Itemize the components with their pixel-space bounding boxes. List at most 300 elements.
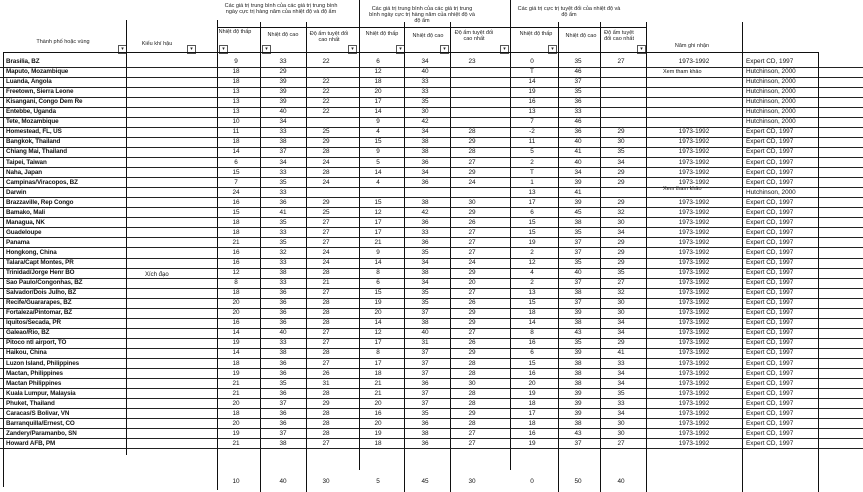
value-cell[interactable]: 2 (530, 248, 534, 256)
value-cell[interactable]: 21 (232, 389, 240, 397)
value-cell[interactable]: 15 (528, 228, 536, 236)
value-cell[interactable]: 34 (617, 379, 625, 387)
value-cell[interactable]: 18 (232, 218, 240, 226)
value-cell[interactable]: 28 (322, 419, 330, 427)
value-cell[interactable]: 12 (374, 68, 382, 76)
value-cell[interactable]: 22 (322, 58, 330, 65)
value-cell[interactable]: 37 (574, 439, 582, 447)
year-cell[interactable] (662, 77, 726, 87)
value-cell[interactable]: 27 (322, 289, 330, 297)
value-cell[interactable]: 12 (374, 208, 382, 216)
city-cell[interactable]: Brazzaville, Rep Congo (6, 198, 74, 206)
filter-tmin3-button[interactable]: ▾ (548, 45, 557, 54)
value-cell[interactable]: 34 (574, 168, 582, 176)
year-cell[interactable]: 1973-1992 (678, 439, 710, 447)
value-cell[interactable]: 42 (421, 118, 429, 126)
value-cell[interactable]: 11 (528, 138, 536, 146)
value-cell[interactable] (458, 67, 486, 77)
value-cell[interactable]: 35 (574, 228, 582, 236)
value-cell[interactable]: 36 (421, 178, 429, 186)
value-cell[interactable]: 38 (574, 218, 582, 226)
city-cell[interactable]: Howard AFB, PM (6, 439, 56, 447)
value-cell[interactable]: 20 (374, 88, 382, 96)
city-cell[interactable]: Zandery/Paramanbo, SN (6, 429, 77, 437)
city-cell[interactable]: Iquitos/Secada, PR (6, 319, 61, 327)
value-cell[interactable]: 19 (232, 369, 240, 377)
value-cell[interactable]: 33 (421, 228, 429, 236)
value-cell[interactable]: 29 (617, 168, 625, 176)
value-cell[interactable]: 33 (279, 279, 287, 287)
value-cell[interactable]: 24 (232, 188, 240, 196)
footer-value-cell[interactable]: 0 (530, 478, 534, 485)
value-cell[interactable]: 34 (421, 279, 429, 287)
value-cell[interactable]: 38 (574, 319, 582, 327)
year-cell[interactable]: 1973-1992 (678, 228, 710, 236)
value-cell[interactable]: 18 (528, 399, 536, 407)
year-cell[interactable]: 1973-1992 (678, 419, 710, 427)
value-cell[interactable]: 21 (232, 238, 240, 246)
value-cell[interactable]: 34 (279, 118, 287, 126)
value-cell[interactable]: 37 (421, 359, 429, 367)
city-cell[interactable]: Naha, Japan (6, 168, 42, 176)
value-cell[interactable]: 33 (574, 108, 582, 116)
source-cell[interactable]: Expert CD, 1997 (746, 399, 794, 407)
value-cell[interactable]: 36 (421, 218, 429, 226)
year-cell[interactable]: 1973-1992 (678, 269, 710, 277)
value-cell[interactable]: 18 (528, 419, 536, 427)
year-cell[interactable] (662, 87, 726, 97)
value-cell[interactable]: 36 (421, 419, 429, 427)
value-cell[interactable]: 12 (232, 269, 240, 277)
value-cell[interactable]: 36 (279, 289, 287, 297)
source-cell[interactable]: Expert CD, 1997 (746, 369, 794, 377)
value-cell[interactable]: 21 (374, 389, 382, 397)
year-cell[interactable]: 1973-1992 (678, 409, 710, 417)
value-cell[interactable]: 29 (279, 68, 287, 76)
value-cell[interactable]: 18 (374, 439, 382, 447)
source-cell[interactable]: Expert CD, 1997 (746, 419, 794, 427)
value-cell[interactable]: 35 (574, 259, 582, 266)
value-cell[interactable] (458, 87, 486, 97)
source-cell[interactable]: Expert CD, 1997 (746, 238, 794, 246)
value-cell[interactable] (458, 117, 486, 127)
value-cell[interactable]: 17 (374, 359, 382, 367)
filter-hum2-button[interactable]: ▾ (500, 45, 509, 54)
value-cell[interactable]: 16 (528, 98, 536, 106)
value-cell[interactable]: 29 (617, 178, 625, 186)
value-cell[interactable] (606, 77, 636, 87)
value-cell[interactable]: 39 (574, 198, 582, 206)
value-cell[interactable]: 38 (574, 419, 582, 427)
value-cell[interactable]: 15 (528, 299, 536, 307)
city-cell[interactable]: Sao Paulo/Congonhas, BZ (6, 279, 83, 287)
value-cell[interactable]: 34 (617, 329, 625, 337)
source-cell[interactable]: Expert CD, 1997 (746, 339, 794, 347)
value-cell[interactable]: 38 (421, 198, 429, 206)
filter-climate-button[interactable]: ▾ (187, 45, 196, 54)
source-cell[interactable]: Expert CD, 1997 (746, 329, 794, 337)
value-cell[interactable]: 39 (279, 88, 287, 96)
source-cell[interactable]: Hutchinson, 2000 (746, 78, 796, 86)
source-cell[interactable]: Hutchinson, 2000 (746, 118, 796, 126)
year-cell[interactable]: 1973-1992 (678, 379, 710, 387)
city-cell[interactable]: Fortaleza/Pintomar, BZ (6, 309, 73, 317)
footer-value-cell[interactable]: 40 (617, 478, 625, 485)
value-cell[interactable]: 31 (322, 379, 330, 387)
city-cell[interactable]: Luzon Island, Philippines (6, 359, 80, 367)
year-cell[interactable] (662, 97, 726, 107)
value-cell[interactable]: 35 (421, 409, 429, 417)
value-cell[interactable]: 27 (322, 339, 330, 347)
city-cell[interactable]: Kuala Lumpur, Malaysia (6, 389, 76, 397)
year-cell[interactable]: 1973-1992 (678, 178, 710, 186)
source-cell[interactable]: Expert CD, 1997 (746, 218, 794, 226)
value-cell[interactable]: 15 (232, 168, 240, 176)
year-cell[interactable] (662, 117, 726, 127)
value-cell[interactable] (606, 188, 636, 198)
city-cell[interactable]: Guadeloupe (6, 228, 42, 236)
value-cell[interactable]: 21 (374, 379, 382, 387)
value-cell[interactable]: 36 (279, 389, 287, 397)
value-cell[interactable]: 19 (232, 429, 240, 437)
value-cell[interactable]: 28 (468, 419, 476, 427)
footer-value-cell[interactable]: 45 (421, 478, 429, 485)
value-cell[interactable]: 17 (374, 228, 382, 236)
value-cell[interactable]: 29 (617, 238, 625, 246)
source-cell[interactable]: Hutchinson, 2000 (746, 108, 796, 116)
source-cell[interactable]: Expert CD, 1997 (746, 319, 794, 327)
value-cell[interactable]: 40 (421, 68, 429, 76)
footer-value-cell[interactable]: 40 (279, 478, 287, 485)
value-cell[interactable]: 17 (374, 218, 382, 226)
value-cell[interactable]: 16 (232, 319, 240, 327)
value-cell[interactable]: 28 (322, 349, 330, 357)
value-cell[interactable]: 6 (376, 58, 380, 65)
value-cell[interactable]: 42 (421, 208, 429, 216)
value-cell[interactable]: 35 (574, 88, 582, 96)
value-cell[interactable]: 33 (421, 78, 429, 86)
value-cell[interactable]: 21 (374, 238, 382, 246)
year-cell[interactable]: 1973-1992 (678, 238, 710, 246)
value-cell[interactable]: 36 (421, 379, 429, 387)
value-cell[interactable]: 15 (374, 198, 382, 206)
source-cell[interactable]: Expert CD, 1997 (746, 269, 794, 277)
value-cell[interactable]: 27 (468, 439, 476, 447)
city-cell[interactable]: Panama (6, 238, 30, 246)
value-cell[interactable]: 27 (617, 58, 625, 65)
source-cell[interactable]: Expert CD, 1997 (746, 299, 794, 307)
year-cell[interactable]: 1973-1992 (678, 289, 710, 297)
value-cell[interactable]: 26 (468, 299, 476, 307)
value-cell[interactable]: 28 (468, 148, 476, 156)
city-cell[interactable]: Salvador/Dois Julho, BZ (6, 289, 77, 297)
value-cell[interactable]: 33 (617, 359, 625, 367)
value-cell[interactable]: 30 (617, 429, 625, 437)
value-cell[interactable]: 27 (468, 289, 476, 297)
city-cell[interactable]: Trinidad/Jorge Henr BO (6, 269, 75, 277)
value-cell[interactable]: 16 (232, 198, 240, 206)
value-cell[interactable]: 36 (421, 158, 429, 166)
value-cell[interactable]: 5 (530, 148, 534, 156)
value-cell[interactable]: T (530, 68, 534, 76)
city-cell[interactable]: Haikou, China (6, 349, 47, 357)
value-cell[interactable]: 8 (376, 349, 380, 357)
value-cell[interactable]: 4 (376, 128, 380, 136)
value-cell[interactable]: 38 (421, 269, 429, 277)
year-cell[interactable] (662, 188, 726, 198)
value-cell[interactable]: 31 (421, 339, 429, 347)
value-cell[interactable]: 33 (279, 168, 287, 176)
source-cell[interactable]: Expert CD, 1997 (746, 128, 794, 136)
value-cell[interactable]: 28 (322, 148, 330, 156)
value-cell[interactable]: 46 (574, 68, 582, 76)
value-cell[interactable]: 22 (322, 88, 330, 96)
city-cell[interactable]: Bamako, Mali (6, 208, 46, 216)
value-cell[interactable] (458, 97, 486, 107)
value-cell[interactable]: 28 (322, 409, 330, 417)
value-cell[interactable]: 2 (530, 279, 534, 287)
value-cell[interactable]: 15 (374, 289, 382, 297)
value-cell[interactable]: 39 (279, 98, 287, 106)
value-cell[interactable]: 16 (232, 248, 240, 256)
city-cell[interactable]: Talara/Capt Montes, PR (6, 259, 74, 266)
source-cell[interactable]: Expert CD, 1997 (746, 279, 794, 287)
source-cell[interactable]: Expert CD, 1997 (746, 409, 794, 417)
value-cell[interactable]: 27 (468, 228, 476, 236)
value-cell[interactable]: 23 (468, 58, 476, 65)
value-cell[interactable]: 19 (528, 238, 536, 246)
value-cell[interactable]: 8 (234, 279, 238, 287)
value-cell[interactable]: 2 (530, 158, 534, 166)
value-cell[interactable]: 38 (421, 429, 429, 437)
value-cell[interactable]: 24 (322, 248, 330, 256)
value-cell[interactable]: 28 (468, 389, 476, 397)
value-cell[interactable]: 29 (468, 409, 476, 417)
year-cell[interactable]: 1973-1992 (678, 259, 710, 266)
year-cell[interactable]: 1973-1992 (678, 399, 710, 407)
value-cell[interactable]: 40 (574, 269, 582, 277)
value-cell[interactable]: 28 (468, 399, 476, 407)
value-cell[interactable]: 36 (574, 128, 582, 136)
value-cell[interactable]: 26 (468, 339, 476, 347)
value-cell[interactable]: 27 (468, 238, 476, 246)
value-cell[interactable]: 41 (574, 188, 582, 196)
value-cell[interactable]: 9 (376, 118, 380, 126)
value-cell[interactable] (312, 188, 340, 198)
value-cell[interactable]: 21 (232, 379, 240, 387)
value-cell[interactable]: 20 (232, 399, 240, 407)
value-cell[interactable]: 1 (530, 178, 534, 186)
value-cell[interactable]: 40 (574, 158, 582, 166)
value-cell[interactable]: 35 (574, 339, 582, 347)
value-cell[interactable]: 36 (279, 369, 287, 377)
value-cell[interactable]: 35 (617, 148, 625, 156)
value-cell[interactable]: 19 (232, 339, 240, 347)
value-cell[interactable]: 34 (617, 228, 625, 236)
value-cell[interactable]: 32 (617, 289, 625, 297)
year-cell[interactable]: 1973-1992 (678, 319, 710, 327)
footer-value-cell[interactable]: 30 (322, 478, 330, 485)
value-cell[interactable]: 34 (421, 168, 429, 176)
value-cell[interactable] (606, 117, 636, 127)
value-cell[interactable]: 43 (574, 429, 582, 437)
source-cell[interactable]: Expert CD, 1997 (746, 429, 794, 437)
footer-value-cell[interactable]: 10 (232, 478, 240, 485)
value-cell[interactable]: 7 (234, 178, 238, 186)
value-cell[interactable]: 18 (232, 228, 240, 236)
value-cell[interactable]: 35 (421, 289, 429, 297)
value-cell[interactable]: 27 (322, 228, 330, 236)
value-cell[interactable]: 28 (322, 319, 330, 327)
value-cell[interactable]: 38 (574, 379, 582, 387)
value-cell[interactable]: 24 (468, 259, 476, 266)
year-cell[interactable]: 1973-1992 (678, 138, 710, 146)
value-cell[interactable]: 36 (279, 309, 287, 317)
value-cell[interactable]: 19 (528, 88, 536, 96)
value-cell[interactable]: 36 (279, 359, 287, 367)
value-cell[interactable]: 38 (279, 439, 287, 447)
value-cell[interactable]: 30 (617, 299, 625, 307)
footer-value-cell[interactable]: 30 (468, 478, 476, 485)
value-cell[interactable]: 37 (421, 349, 429, 357)
value-cell[interactable]: 30 (468, 198, 476, 206)
value-cell[interactable]: 28 (468, 128, 476, 136)
value-cell[interactable]: 40 (279, 108, 287, 116)
footer-value-cell[interactable]: 5 (376, 478, 380, 485)
value-cell[interactable]: 16 (528, 369, 536, 377)
filter-hum3-button[interactable]: ▾ (637, 45, 646, 54)
value-cell[interactable]: 36 (279, 419, 287, 427)
year-cell[interactable]: 1973-1992 (678, 198, 710, 206)
value-cell[interactable]: 13 (528, 188, 536, 196)
value-cell[interactable]: 33 (279, 128, 287, 136)
value-cell[interactable]: 37 (421, 399, 429, 407)
value-cell[interactable]: 17 (528, 409, 536, 417)
value-cell[interactable]: 38 (279, 349, 287, 357)
value-cell[interactable]: 34 (617, 158, 625, 166)
year-cell[interactable]: 1973-1992 (678, 208, 710, 216)
value-cell[interactable]: 40 (574, 138, 582, 146)
value-cell[interactable]: 37 (574, 279, 582, 287)
value-cell[interactable]: 34 (421, 259, 429, 266)
value-cell[interactable]: 37 (421, 369, 429, 377)
value-cell[interactable]: 12 (374, 329, 382, 337)
value-cell[interactable]: 38 (279, 138, 287, 146)
value-cell[interactable] (410, 188, 440, 198)
city-cell[interactable]: Tete, Mozambique (6, 118, 59, 126)
value-cell[interactable]: 33 (279, 58, 287, 65)
value-cell[interactable]: 19 (528, 389, 536, 397)
city-cell[interactable]: Phuket, Thailand (6, 399, 55, 407)
value-cell[interactable]: 36 (421, 238, 429, 246)
value-cell[interactable]: 30 (468, 379, 476, 387)
value-cell[interactable]: 35 (617, 269, 625, 277)
value-cell[interactable]: 15 (374, 138, 382, 146)
value-cell[interactable]: 36 (279, 299, 287, 307)
value-cell[interactable]: 9 (376, 248, 380, 256)
value-cell[interactable] (364, 188, 392, 198)
value-cell[interactable]: 39 (574, 309, 582, 317)
value-cell[interactable]: 38 (574, 369, 582, 377)
source-cell[interactable]: Expert CD, 1997 (746, 248, 794, 256)
value-cell[interactable]: 28 (322, 269, 330, 277)
value-cell[interactable]: 24 (468, 178, 476, 186)
value-cell[interactable]: 33 (421, 88, 429, 96)
year-cell[interactable]: 1973-1992 (678, 128, 710, 136)
year-cell[interactable]: 1973-1992 (678, 299, 710, 307)
source-cell[interactable]: Expert CD, 1997 (746, 178, 794, 186)
value-cell[interactable]: 27 (468, 248, 476, 256)
value-cell[interactable]: 9 (376, 148, 380, 156)
value-cell[interactable]: 22 (322, 98, 330, 106)
value-cell[interactable]: 15 (232, 208, 240, 216)
value-cell[interactable]: 37 (574, 299, 582, 307)
value-cell[interactable]: 38 (421, 319, 429, 327)
value-cell[interactable]: 33 (617, 399, 625, 407)
value-cell[interactable]: 20 (232, 419, 240, 427)
value-cell[interactable]: 15 (528, 218, 536, 226)
value-cell[interactable]: 40 (279, 329, 287, 337)
value-cell[interactable]: 13 (528, 289, 536, 297)
value-cell[interactable]: 20 (232, 299, 240, 307)
value-cell[interactable]: 37 (421, 309, 429, 317)
filter-tmin1-button[interactable]: ▾ (219, 45, 228, 54)
value-cell[interactable]: 29 (468, 349, 476, 357)
value-cell[interactable]: 27 (468, 329, 476, 337)
value-cell[interactable]: 21 (232, 439, 240, 447)
city-cell[interactable]: Freetown, Sierra Leone (6, 88, 74, 96)
value-cell[interactable]: 26 (468, 218, 476, 226)
value-cell[interactable]: 36 (279, 319, 287, 327)
value-cell[interactable]: 36 (279, 409, 287, 417)
value-cell[interactable]: 14 (232, 148, 240, 156)
value-cell[interactable]: 34 (421, 128, 429, 136)
value-cell[interactable]: 26 (322, 369, 330, 377)
value-cell[interactable]: 29 (468, 309, 476, 317)
value-cell[interactable]: 27 (322, 218, 330, 226)
value-cell[interactable]: 34 (617, 369, 625, 377)
value-cell[interactable]: 39 (574, 389, 582, 397)
source-cell[interactable]: Expert CD, 1997 (746, 148, 794, 156)
value-cell[interactable]: 39 (574, 349, 582, 357)
value-cell[interactable]: 37 (421, 389, 429, 397)
year-cell[interactable]: 1973-1992 (678, 248, 710, 256)
year-cell[interactable]: 1973-1992 (678, 349, 710, 357)
value-cell[interactable]: 35 (421, 248, 429, 256)
value-cell[interactable]: 20 (468, 279, 476, 287)
value-cell[interactable]: 18 (232, 409, 240, 417)
year-cell[interactable]: 1973-1992 (678, 359, 710, 367)
value-cell[interactable]: 37 (574, 238, 582, 246)
source-cell[interactable]: Hutchinson, 2000 (746, 98, 796, 106)
year-cell[interactable]: 1973-1992 (678, 369, 710, 377)
value-cell[interactable]: 29 (322, 138, 330, 146)
city-cell[interactable]: Managua, NK (6, 218, 45, 226)
value-cell[interactable]: 41 (574, 148, 582, 156)
value-cell[interactable]: 28 (322, 389, 330, 397)
value-cell[interactable]: 20 (374, 309, 382, 317)
value-cell[interactable]: 36 (421, 439, 429, 447)
value-cell[interactable]: 25 (322, 208, 330, 216)
year-cell[interactable]: 1973-1992 (678, 339, 710, 347)
value-cell[interactable]: 19 (528, 439, 536, 447)
value-cell[interactable]: 28 (322, 429, 330, 437)
city-cell[interactable]: Pitoco ntl airport, TO (6, 339, 67, 347)
year-cell[interactable]: 1973-1992 (678, 148, 710, 156)
value-cell[interactable] (458, 107, 486, 117)
year-cell[interactable]: 1973-1992 (678, 158, 710, 166)
value-cell[interactable]: 20 (374, 399, 382, 407)
